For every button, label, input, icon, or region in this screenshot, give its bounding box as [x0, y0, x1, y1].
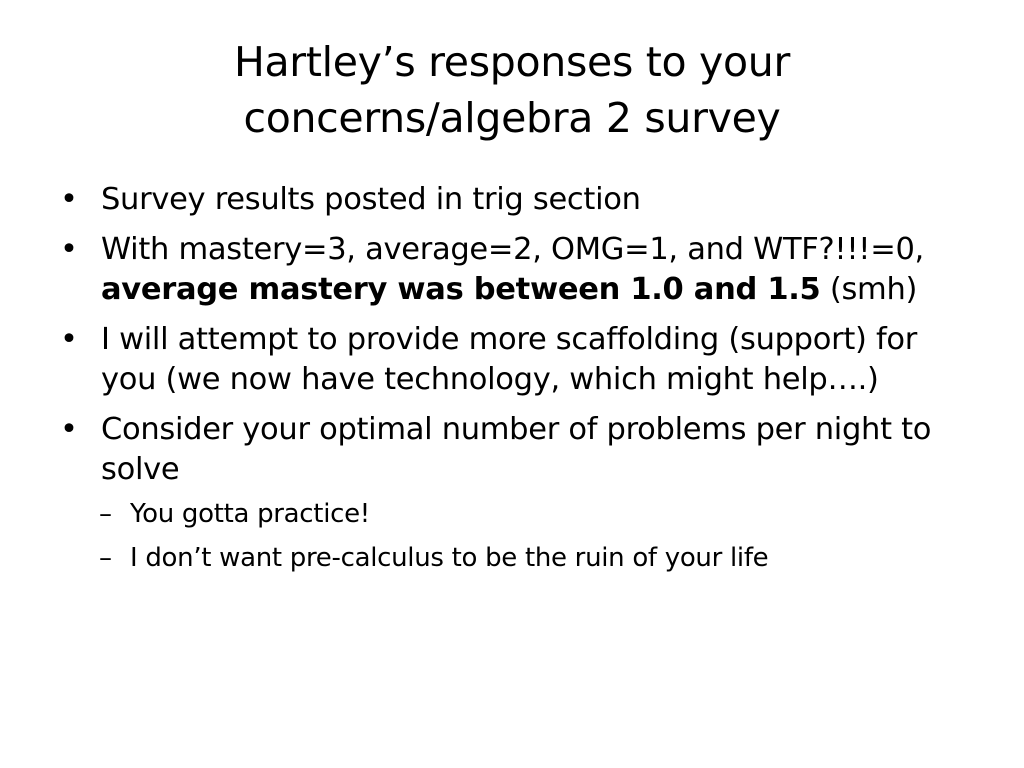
bullet-dot-icon: •	[60, 182, 78, 217]
bullet-text: Consider your optimal number of problems per night to solve	[101, 411, 932, 487]
sub-bullet-text: You gotta practice!	[130, 498, 370, 529]
sub-bullet-item	[99, 541, 956, 575]
sub-bullet-item	[99, 497, 956, 531]
bullet-item	[56, 230, 956, 311]
dash-icon: –	[99, 498, 112, 529]
bullet-item	[56, 410, 956, 575]
slide-title: Hartley’s responses to your concerns/algebra 2 survey	[233, 38, 791, 142]
bullet-text	[101, 232, 924, 308]
bullet-text-plain-end: (smh)	[820, 272, 918, 307]
bullet-dot-icon: •	[60, 411, 78, 447]
sub-bullet-text: I don’t want pre-calculus to be the ruin of your life	[130, 542, 769, 573]
bullet-dot-icon: •	[60, 231, 78, 267]
bullet-dot-icon: •	[60, 321, 78, 357]
bullet-text: I will attempt to provide more scaffolding (support) for you (we now have technology, which might help….)	[101, 321, 918, 397]
sub-bullet-list	[101, 497, 956, 575]
bullet-text: Survey results posted in trig section	[101, 182, 641, 217]
bullet-item	[56, 320, 956, 401]
bullet-list	[56, 180, 956, 585]
bullet-text-bold: average mastery was between 1.0 and 1.5	[101, 272, 821, 307]
bullet-text-plain: With mastery=3, average=2, OMG=1, and WTF?!!!=0,	[101, 231, 924, 267]
bullet-item	[56, 180, 956, 221]
dash-icon: –	[99, 542, 112, 573]
